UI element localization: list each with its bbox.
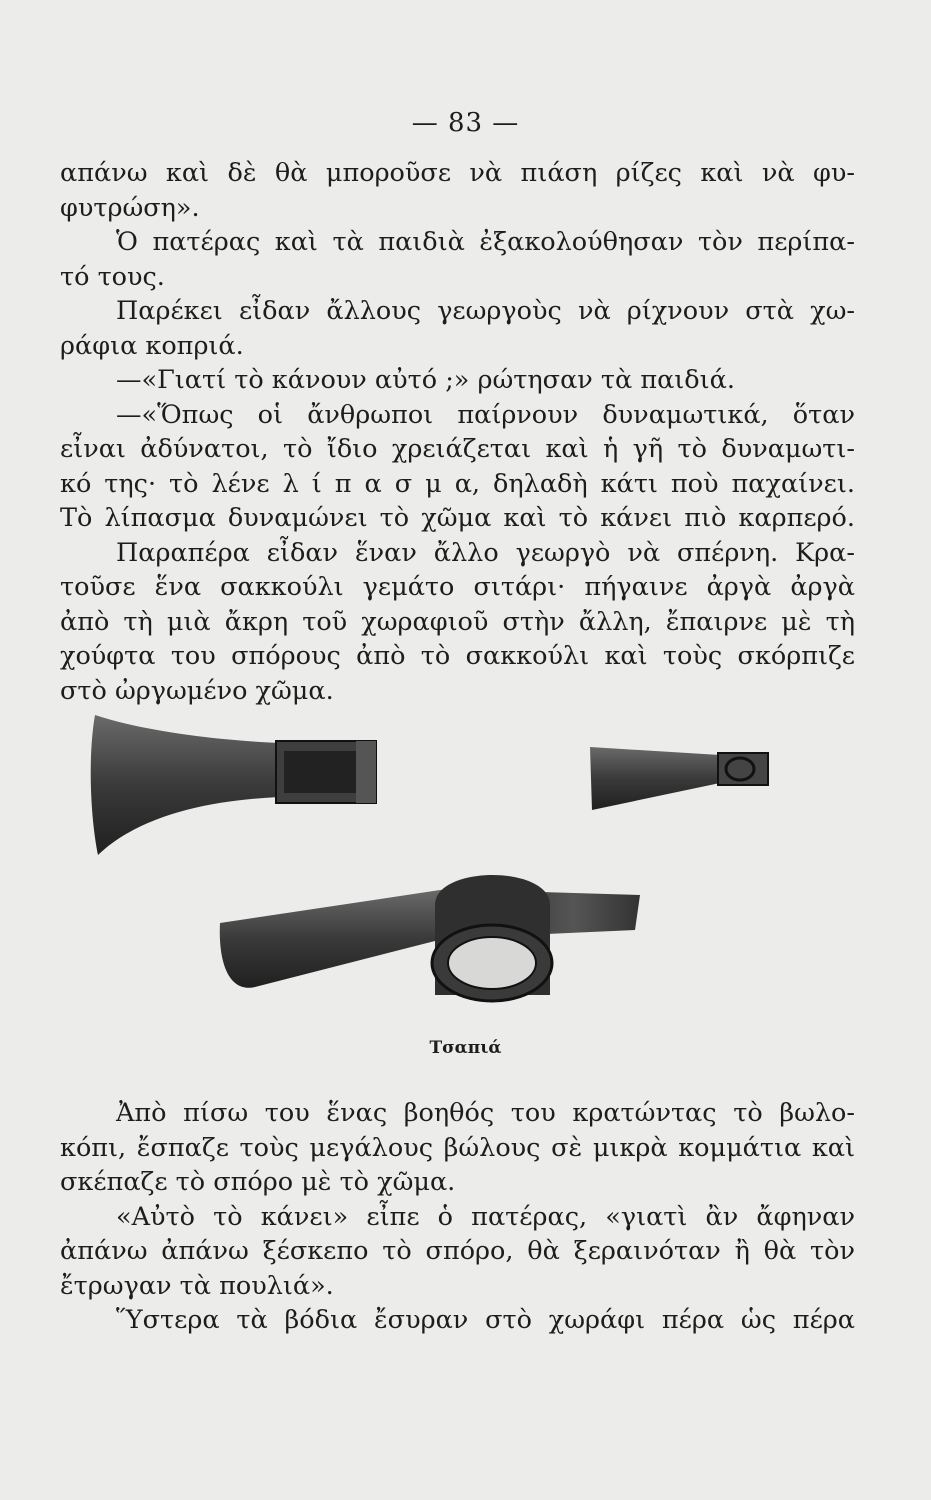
text-line: «Αὐτὸ τὸ κάνει» εἶπε ὁ πατέρας, «γιατὶ ἂν ἄφηναν [116, 1201, 855, 1232]
hoe-wide-blade [91, 715, 376, 855]
text-line: εἶναι ἀδύνατοι, τὸ ἴδιο χρειάζεται καὶ ἡ γῆ τὸ δυναμωτι- [60, 434, 855, 464]
figure-caption: Τσαπιά [429, 1038, 502, 1058]
text-line: —«Γιατί τὸ κάνουν αὐτό ;» ρώτησαν τὰ παιδιά. [116, 365, 735, 395]
text-block-top [60, 156, 855, 708]
text-line: Ὁ πατέρας καὶ τὰ παιδιὰ ἐξακολούθησαν τὸν περίπα- [116, 227, 855, 257]
text-line: χούφτα του σπόρους ἀπὸ τὸ σακκούλι καὶ τοὺς σκόρπιζε [60, 641, 855, 671]
text-line: ἀπὸ τὴ μιὰ ἄκρη τοῦ χωραφιοῦ στὴν ἄλλη, ἔπαιρνε μὲ τὴ [60, 606, 855, 637]
text-line: Παραπέρα εἶδαν ἕναν ἄλλο γεωργὸ νὰ σπέρνη. Κρα- [116, 537, 855, 568]
hoe-pick [220, 875, 640, 1001]
text-line: ἀπάνω ἀπάνω ξέσκεπο τὸ σπόρο, θὰ ξεραινόταν ἢ θὰ τὸν [60, 1236, 855, 1266]
text-line: Ὕστερα τὰ βόδια ἔσυραν στὸ χωράφι πέρα ὡς πέρα [116, 1305, 855, 1335]
text-line: Τὸ λίπασμα δυναμώνει τὸ χῶμα καὶ τὸ κάνει πιὸ καρπερό. [60, 503, 855, 533]
hoe-illustration [80, 705, 800, 1035]
text-line: —«Ὅπως οἱ ἄνθρωποι παίρνουν δυναμωτικά, ὅταν [116, 399, 855, 430]
text-line: τό τους. [60, 261, 165, 292]
text-line: φυτρώση». [60, 192, 200, 223]
page-number: — 83 — [411, 108, 520, 138]
text-line: απάνω καὶ δὲ θὰ μποροῦσε νὰ πιάση ρίζες καὶ νὰ φυ- [60, 158, 855, 188]
text-line: ἔτρωγαν τὰ πουλιά». [60, 1270, 334, 1301]
text-line: Παρέκει εἶδαν ἄλλους γεωργοὺς νὰ ρίχνουν στὰ χω- [116, 296, 855, 326]
text-line: σκέπαζε τὸ σπόρο μὲ τὸ χῶμα. [60, 1167, 456, 1197]
text-line: τοῦσε ἕνα σακκούλι γεμάτο σιτάρι· πήγαινε ἀργὰ ἀργὰ [60, 572, 855, 602]
text-line: κόπι, ἔσπαζε τοὺς μεγάλους βώλους σὲ μικρὰ κομμάτια καὶ [60, 1132, 855, 1163]
text-line: κό της· τὸ λένε λ ί π α σ μ α, δηλαδὴ κάτι ποὺ παχαίνει. [60, 468, 855, 499]
text-line: στὸ ὠργωμένο χῶμα. [60, 675, 334, 706]
text-line: ράφια κοπριά. [60, 330, 244, 361]
text-block-bottom [60, 1096, 855, 1338]
hoe-narrow-blade [590, 747, 768, 810]
text-line: Ἀπὸ πίσω του ἕνας βοηθός του κρατώντας τὸ βωλο- [116, 1098, 855, 1128]
